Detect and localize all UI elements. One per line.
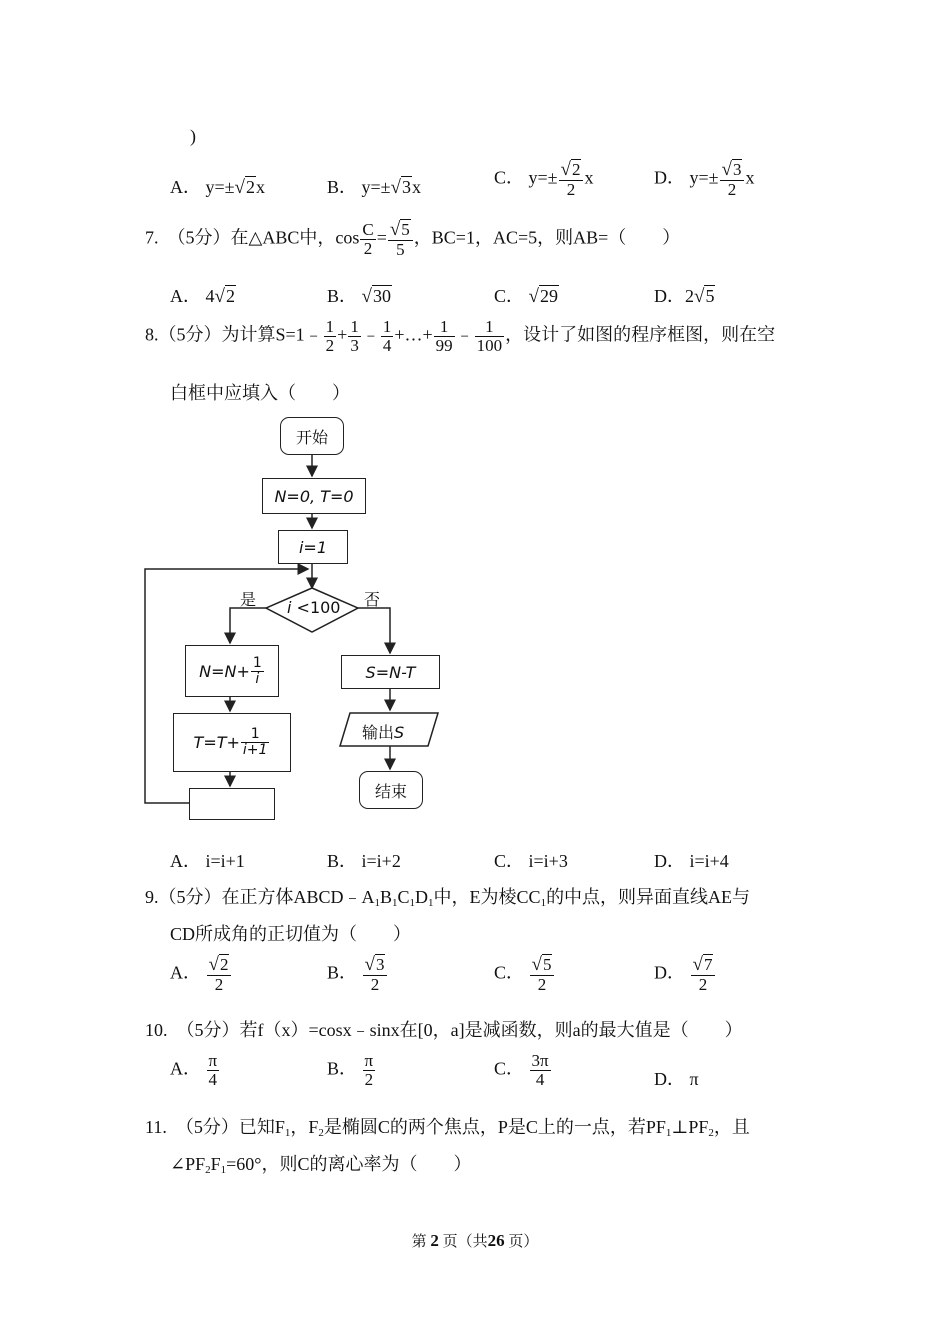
q10-stem: 10. （5分）若f（x）=cosx﹣sinx在[0，a]是减函数，则a的最大值是（ ） (145, 1020, 743, 1040)
q6-close-paren: ) (190, 126, 196, 146)
q7-option-a: A． 4√2 (170, 286, 235, 307)
page-footer: 第 2 页（共26 页） (411, 1231, 539, 1250)
q10-option-b: B． $\frac{\pi}{2}$ (327, 1051, 374, 1089)
q8-option-a: A． i=i+1 (170, 851, 245, 871)
flow-s-calc-box: S=N-T (341, 655, 440, 689)
q8-stem-line2: 白框中应填入（ ） (170, 383, 350, 403)
q11-stem-line1: 11. （5分）已知$F_1$，$F_2$是椭圆C的两个焦点，P是C上的一点，若$PF_1\perp PF_2$，且 (145, 1117, 750, 1139)
flow-init-box: N=0, T=0 (262, 478, 366, 514)
flow-i-init-box: i=1 (278, 530, 348, 564)
q6-option-b: B． y=±√3x (327, 177, 421, 198)
page-number: 2 (430, 1231, 439, 1250)
q7-option-d: D．2√5 (654, 286, 715, 307)
q6-option-a: A． y=±√2x (170, 177, 265, 198)
q7-option-c: C． √29 (494, 286, 558, 307)
flow-yes-label: 是 (240, 590, 257, 609)
q10-option-a: A． $\frac{\pi}{4}$ (170, 1051, 218, 1089)
q10-option-d: D． π (654, 1069, 699, 1089)
q7-option-b: B． √30 (327, 286, 391, 307)
q9-option-c: C． $\frac{√5}{2}$ (494, 955, 555, 994)
q6-option-d: D． y=± $\frac{√3}{2}$ x (654, 159, 755, 199)
q9-option-b: B． $\frac{√3}{2}$ (327, 955, 388, 994)
flow-n-update-box: N=N+ $\frac{1}{i}$ (185, 645, 279, 697)
flow-blank-box (189, 788, 275, 820)
q7-stem: 7. （5分）在△ABC中，cos $\frac{C}{2}$ = $\frac{√5}{5}$ ，BC=1，AC=5，则AB=（ ） (145, 219, 681, 259)
q8-option-d: D． i=i+4 (654, 851, 729, 871)
q9-stem-line2: CD所成角的正切值为（ ） (170, 924, 412, 944)
flow-t-update-box: T=T+ $\frac{1}{i+1}$ (173, 713, 291, 772)
flow-output: 输出S (362, 723, 405, 742)
flow-start: 开始 (280, 417, 344, 455)
q9-stem-line1: 9.（5分）在正方体$ABCD﹣A_1B_1C_1D_1$中，E为棱$CC_1$的中点，则异面直线AE与 (145, 887, 751, 909)
q11-stem-line2: $\angle PF_2F_1=60^\circ$，则C的离心率为（ ） (170, 1154, 472, 1176)
q9-option-d: D． $\frac{√7}{2}$ (654, 955, 716, 994)
q6-option-c: C． y=± $\frac{√2}{2}$ x (494, 159, 594, 199)
flow-end: 结束 (359, 771, 423, 809)
q10-option-c: C． $\frac{3\pi}{4}$ (494, 1051, 549, 1089)
q8-option-c: C． i=i+3 (494, 851, 568, 871)
q9-option-a: A． $\frac{√2}{2}$ (170, 955, 232, 994)
flow-condition: i <100 (287, 598, 341, 617)
page-total: 26 (487, 1231, 505, 1250)
q8-option-b: B． i=i+2 (327, 851, 401, 871)
flow-no-label: 否 (364, 590, 381, 609)
q8-stem-line1: 8.（5分）为计算S=1﹣ $\frac{1}{2}$ + $\frac{1}{3}$ ﹣ $\frac{1}{4}$ +…+ $\frac{1}{99}$ ﹣ $\frac{1}{100}$ ，设计了如图的程序框图，则在空 (145, 317, 776, 355)
